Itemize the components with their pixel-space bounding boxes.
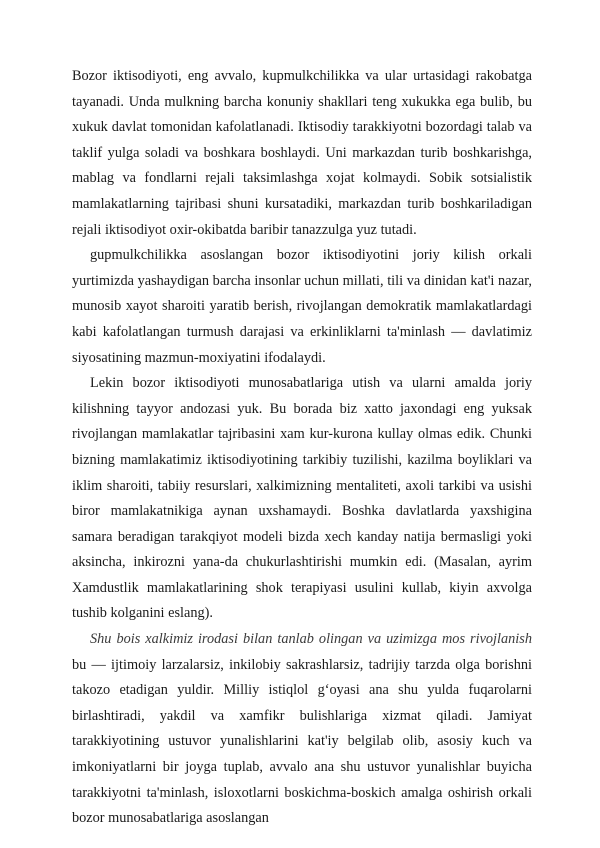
- paragraph-state-policy: gupmulkchilikka asoslangan bozor iktisodiyotini joriy kilish orkali yurtimizda yashaydigan barcha insonlar uchun millati, tili va dinidan kat'i nazar, munosib xayot sharoiti yaratib berish, rivojlangan demokratik mamlakatlardagi kabi kafolatlangan turmush darajasi va erkinliklarni ta'minlash — davlatimiz siyosatining mazmun-moxiyatini ifodalaydi.: [72, 247, 532, 366]
- document-page: [72, 64, 532, 832]
- paragraph-market-economy: Bozor iktisodiyoti, eng avvalo, kupmulkchilikka va ular urtasidagi rakobatga tayanadi. Unda mulkning barcha konuniy shakllari teng xukukka ega bulib, bu xukuk davlat tomonidan kafolatlanadi. Iktisodiy tarakkiyotni bozordagi talab va taklif yulga soladi va boshkara boshlaydi. Uni markazdan turib boshkarishga, mablag va fondlarni rejali taksimlashga xojat kolmaydi. Sobik sotsialistik mamlakatlarning tajribasi shuni kursatadiki, markazdan turib boshkariladigan rejali iktisodiyot oxir-okibatda baribir tanazzulga yuz tutadi.: [72, 68, 532, 238]
- paragraph-no-ready-model: Lekin bozor iktisodiyoti munosabatlariga utish va ularni amalda joriy kilishning tayyor andozasi yuk. Bu borada biz xatto jaxondagi eng yuksak rivojlangan mamlakatlar tajribasini xam kur-kurona kullay olmas edik. Chunki bizning mamlakatimiz iktisodiyotining tarkibiy tuzilishi, kazilma boyliklari va iklim sharoiti, tabiiy resurslari, xalkimizning mentaliteti, axoli tarkibi va usishi biror mamlakatnikiga aynan uxshamaydi. Boshka davlatlarda yaxshigina samara beradigan tarakqiyot modeli bizda xech kanday natija bermasligi yoki aksincha, inkirozni yana-da chukurlashtirishi mumkin edi. (Masalan, ayrim Xamdustlik mamlakatlarining shok terapiyasi usulini kullab, kiyin axvolga tushib kolganini eslang).: [72, 375, 532, 622]
- paragraph-continuation: bu — ijtimoiy larzalarsiz, inkilobiy sakrashlarsiz, tadrijiy tarzda olga borishni takozo etadigan yuldir. Milliy istiqlol g‘oyasi ana shu yulda fuqarolarni birlashtiradi, yakdil va xamfikr bulishlariga xizmat qiladi. Jamiyat tarakkiyotining ustuvor yunalishlarini kat'iy belgilab olib, asosiy kuch va imkoniyatlarni bir joyga tuplab, avvalo ana shu ustuvor yunalishlar buyicha tarakkiyotni ta'minlash, isloxotlarni boskichma-boskich amalga oshirish orkali bozor munosabatlariga asoslangan: [72, 656, 532, 827]
- paragraph-gradual-development: [72, 627, 532, 832]
- italic-phrase: Shu bois xalkimiz irodasi bilan tanlab olingan va uzimizga mos rivojlanish: [90, 631, 532, 648]
